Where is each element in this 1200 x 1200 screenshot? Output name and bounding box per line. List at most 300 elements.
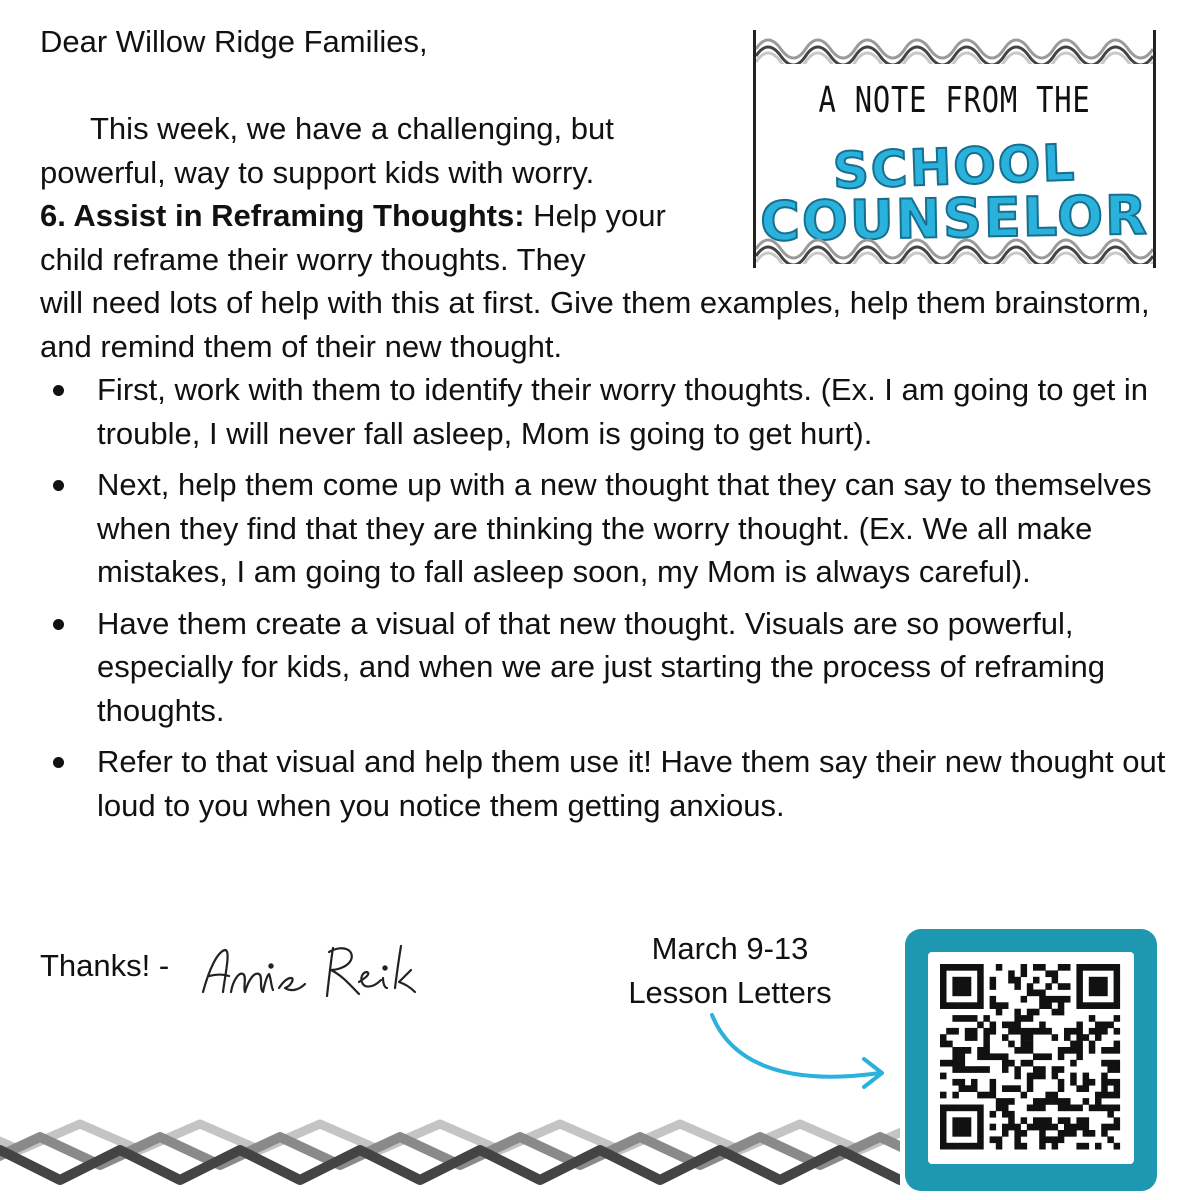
qr-module xyxy=(1095,964,1102,971)
qr-module xyxy=(996,1053,1003,1060)
qr-module xyxy=(940,1002,947,1009)
qr-module xyxy=(1002,1130,1009,1137)
qr-module xyxy=(1014,1022,1021,1029)
qr-module xyxy=(1089,983,1096,990)
qr-module xyxy=(977,1105,984,1112)
qr-module xyxy=(1008,1098,1015,1105)
tip-start-1: Help your xyxy=(524,198,666,233)
qr-module xyxy=(983,1041,990,1048)
qr-module xyxy=(1045,1028,1052,1035)
qr-module xyxy=(965,1124,972,1131)
qr-module xyxy=(977,1002,984,1009)
qr-module xyxy=(946,1060,953,1067)
qr-module xyxy=(1064,1034,1071,1041)
qr-module xyxy=(1114,996,1121,1003)
qr-module xyxy=(940,977,947,984)
qr-module xyxy=(1039,1105,1046,1112)
qr-module xyxy=(965,1002,972,1009)
qr-module xyxy=(1114,1066,1121,1073)
qr-module xyxy=(1101,1073,1108,1080)
qr-module xyxy=(1039,1066,1046,1073)
qr-module xyxy=(1039,964,1046,971)
qr-module xyxy=(983,1092,990,1099)
list-item xyxy=(40,740,1170,827)
qr-module xyxy=(1083,1143,1090,1150)
qr-module xyxy=(1058,1136,1065,1143)
qr-module xyxy=(1064,1047,1071,1054)
caption-label: Lesson Letters xyxy=(628,975,832,1010)
qr-module xyxy=(1114,1047,1121,1054)
qr-module xyxy=(1045,1117,1052,1124)
qr-module xyxy=(1008,977,1015,984)
qr-module xyxy=(940,1034,947,1041)
qr-module xyxy=(1107,1092,1114,1099)
qr-module xyxy=(940,1060,947,1067)
qr-module xyxy=(1033,1009,1040,1016)
bullet-dot-icon xyxy=(53,619,64,630)
qr-module xyxy=(1045,1136,1052,1143)
qr-module xyxy=(971,1034,978,1041)
qr-module xyxy=(1008,1041,1015,1048)
qr-module xyxy=(1076,1117,1083,1124)
qr-module xyxy=(1033,990,1040,997)
qr-module xyxy=(977,983,984,990)
qr-module xyxy=(940,996,947,1003)
qr-module xyxy=(959,1143,966,1150)
qr-module xyxy=(1101,990,1108,997)
qr-module xyxy=(1101,1002,1108,1009)
qr-module xyxy=(959,1002,966,1009)
qr-module xyxy=(1070,1041,1077,1048)
qr-module xyxy=(1014,1085,1021,1092)
qr-module xyxy=(959,1066,966,1073)
qr-module xyxy=(1002,1066,1009,1073)
badge-title-line2: SCHOOL xyxy=(831,133,1078,201)
qr-module xyxy=(1052,1073,1059,1080)
qr-module xyxy=(1083,964,1090,971)
qr-module xyxy=(1101,1124,1108,1131)
qr-module xyxy=(1095,983,1102,990)
qr-module xyxy=(952,1060,959,1067)
qr-module xyxy=(1039,1098,1046,1105)
qr-code-frame[interactable] xyxy=(905,929,1157,1191)
qr-module xyxy=(1089,1002,1096,1009)
qr-module xyxy=(1021,970,1028,977)
qr-module xyxy=(1052,996,1059,1003)
qr-module xyxy=(971,1085,978,1092)
qr-module xyxy=(977,1130,984,1137)
qr-module xyxy=(1076,977,1083,984)
qr-module xyxy=(990,1002,997,1009)
qr-module xyxy=(1070,1105,1077,1112)
qr-module xyxy=(1039,1073,1046,1080)
qr-module xyxy=(1101,1028,1108,1035)
qr-module xyxy=(1083,1124,1090,1131)
qr-module xyxy=(1033,1028,1040,1035)
qr-module xyxy=(952,1047,959,1054)
qr-module xyxy=(940,970,947,977)
qr-module xyxy=(1052,1136,1059,1143)
qr-module xyxy=(1052,1009,1059,1016)
qr-module xyxy=(1101,1085,1108,1092)
qr-module xyxy=(1101,1130,1108,1137)
qr-module xyxy=(1033,1117,1040,1124)
qr-module xyxy=(996,964,1003,971)
qr-module xyxy=(971,1079,978,1086)
qr-module xyxy=(965,1028,972,1035)
qr-module xyxy=(1114,1124,1121,1131)
qr-module xyxy=(1083,1073,1090,1080)
list-item xyxy=(40,368,1170,455)
qr-module xyxy=(1058,1105,1065,1112)
qr-module xyxy=(1021,964,1028,971)
qr-module xyxy=(1089,1079,1096,1086)
qr-module xyxy=(1114,1015,1121,1022)
qr-module xyxy=(1033,1073,1040,1080)
qr-module xyxy=(971,1015,978,1022)
qr-module xyxy=(940,1124,947,1131)
qr-module xyxy=(940,964,947,971)
qr-module xyxy=(1076,990,1083,997)
qr-module xyxy=(959,1117,966,1124)
qr-module xyxy=(1114,1028,1121,1035)
qr-module xyxy=(996,1002,1003,1009)
qr-module xyxy=(1076,1124,1083,1131)
qr-module xyxy=(1021,1034,1028,1041)
qr-module xyxy=(1021,1117,1028,1124)
qr-module xyxy=(1064,996,1071,1003)
list-item xyxy=(40,602,1170,733)
qr-module xyxy=(1058,1066,1065,1073)
badge-bottom-wave-icon xyxy=(756,234,1153,264)
qr-module xyxy=(1083,1130,1090,1137)
qr-module xyxy=(971,1028,978,1035)
qr-module xyxy=(1114,990,1121,997)
qr-module xyxy=(1089,1105,1096,1112)
qr-module xyxy=(1027,1060,1034,1067)
qr-module xyxy=(952,964,959,971)
qr-module xyxy=(977,1022,984,1029)
qr-module xyxy=(1002,1111,1009,1118)
qr-module xyxy=(1107,1124,1114,1131)
qr-module xyxy=(1107,1022,1114,1029)
qr-module xyxy=(1027,1105,1034,1112)
qr-module xyxy=(1014,977,1021,984)
counselor-badge xyxy=(753,30,1156,268)
qr-module xyxy=(946,1143,953,1150)
qr-module xyxy=(1064,1124,1071,1131)
qr-module xyxy=(1014,1124,1021,1131)
bullet-text: Refer to that visual and help them use it! Have them say their new thought out loud to you when you notice them getting anxious. xyxy=(97,744,1166,823)
qr-module xyxy=(1033,964,1040,971)
wave-line xyxy=(0,1150,900,1180)
qr-module xyxy=(971,1143,978,1150)
qr-module xyxy=(959,1015,966,1022)
qr-module xyxy=(1095,1034,1102,1041)
qr-module xyxy=(977,1124,984,1131)
qr-module xyxy=(1052,1143,1059,1150)
qr-module xyxy=(940,1073,947,1080)
qr-module xyxy=(1101,964,1108,971)
qr-module xyxy=(1039,1022,1046,1029)
qr-module xyxy=(1058,1098,1065,1105)
qr-module xyxy=(990,1022,997,1029)
caption-date: March 9-13 xyxy=(651,931,809,966)
qr-module xyxy=(952,1117,959,1124)
qr-module xyxy=(983,1066,990,1073)
qr-module xyxy=(1045,1092,1052,1099)
qr-module xyxy=(1095,1143,1102,1150)
qr-module xyxy=(1114,1092,1121,1099)
qr-module xyxy=(971,964,978,971)
qr-module xyxy=(1114,1002,1121,1009)
qr-module xyxy=(977,1092,984,1099)
qr-module xyxy=(990,1111,997,1118)
list-item xyxy=(40,463,1170,594)
qr-module xyxy=(1114,964,1121,971)
qr-module xyxy=(1089,1028,1096,1035)
qr-module xyxy=(1076,1034,1083,1041)
qr-module xyxy=(1002,1060,1009,1067)
tip-continued: will need lots of help with this at first. Give them examples, help them brainstorm, and remind them of their new thought. xyxy=(40,285,1150,364)
qr-module xyxy=(1008,1060,1015,1067)
qr-module xyxy=(940,1111,947,1118)
qr-module xyxy=(1107,964,1114,971)
signoff: Thanks! - xyxy=(40,948,170,983)
qr-module xyxy=(977,970,984,977)
qr-module xyxy=(983,1034,990,1041)
qr-module xyxy=(952,1028,959,1035)
qr-module xyxy=(1039,1130,1046,1137)
qr-module xyxy=(1083,1079,1090,1086)
qr-module xyxy=(990,983,997,990)
qr-module xyxy=(965,1130,972,1137)
qr-module xyxy=(977,1117,984,1124)
qr-module xyxy=(977,977,984,984)
qr-module xyxy=(1076,970,1083,977)
qr-module xyxy=(1014,1143,1021,1150)
qr-module xyxy=(1114,1085,1121,1092)
qr-module xyxy=(959,1130,966,1137)
qr-module xyxy=(1070,1060,1077,1067)
qr-module xyxy=(1083,1002,1090,1009)
qr-module xyxy=(983,1047,990,1054)
qr-module xyxy=(1021,1047,1028,1054)
qr-module xyxy=(1033,977,1040,984)
qr-module xyxy=(1114,970,1121,977)
qr-module xyxy=(1095,1022,1102,1029)
qr-module xyxy=(1021,1015,1028,1022)
qr-module xyxy=(1058,1053,1065,1060)
qr-module xyxy=(1095,977,1102,984)
qr-module xyxy=(1033,1066,1040,1073)
qr-module xyxy=(1039,996,1046,1003)
qr-module xyxy=(965,1047,972,1054)
qr-module xyxy=(1039,1002,1046,1009)
qr-module xyxy=(959,1105,966,1112)
qr-module xyxy=(1052,1092,1059,1099)
qr-module xyxy=(1008,1124,1015,1131)
qr-module xyxy=(1101,1079,1108,1086)
qr-module xyxy=(1107,1047,1114,1054)
qr-module xyxy=(1114,1143,1121,1150)
qr-module xyxy=(1027,1028,1034,1035)
qr-module xyxy=(946,1028,953,1035)
qr-module xyxy=(1058,1117,1065,1124)
qr-module xyxy=(977,964,984,971)
qr-module xyxy=(971,1066,978,1073)
qr-module xyxy=(1114,1079,1121,1086)
qr-module xyxy=(1089,977,1096,984)
qr-module xyxy=(959,990,966,997)
qr-module xyxy=(1076,1028,1083,1035)
letter-intro xyxy=(40,107,730,281)
qr-module xyxy=(940,1117,947,1124)
qr-module xyxy=(1002,1098,1009,1105)
qr-module xyxy=(1070,1124,1077,1131)
qr-code-background xyxy=(928,952,1134,1164)
qr-module xyxy=(1107,1066,1114,1073)
qr-module xyxy=(1058,1002,1065,1009)
qr-module xyxy=(1021,996,1028,1003)
qr-module xyxy=(977,1143,984,1150)
bullet-text: Have them create a visual of that new thought. Visuals are so powerful, especially for kids, and when we are just starting the process of reframing thoughts. xyxy=(97,605,1105,728)
qr-module xyxy=(952,990,959,997)
qr-module xyxy=(996,1009,1003,1016)
qr-module xyxy=(1076,1002,1083,1009)
qr-module xyxy=(1027,1009,1034,1016)
tip-heading-line xyxy=(40,194,730,238)
qr-module xyxy=(940,983,947,990)
qr-module xyxy=(1114,1060,1121,1067)
qr-module xyxy=(1107,1105,1114,1112)
qr-module xyxy=(1052,1124,1059,1131)
qr-module xyxy=(1107,1060,1114,1067)
badge-title-line3: COUNSELOR xyxy=(759,183,1150,254)
qr-module xyxy=(959,1085,966,1092)
qr-module xyxy=(1076,1022,1083,1029)
qr-module xyxy=(1039,1028,1046,1035)
qr-module xyxy=(977,1136,984,1143)
qr-module xyxy=(952,1002,959,1009)
qr-module xyxy=(1064,1117,1071,1124)
intro-line-2: powerful, way to support kids with worry. xyxy=(40,154,595,190)
qr-module xyxy=(1002,1085,1009,1092)
qr-module xyxy=(952,983,959,990)
qr-module xyxy=(1083,1085,1090,1092)
bullet-dot-icon xyxy=(53,480,64,491)
qr-module xyxy=(990,1079,997,1086)
qr-module xyxy=(1101,977,1108,984)
qr-module xyxy=(965,964,972,971)
qr-module xyxy=(959,1047,966,1054)
qr-module xyxy=(940,1092,947,1099)
qr-module xyxy=(1002,1124,1009,1131)
qr-module xyxy=(1052,1066,1059,1073)
qr-module xyxy=(1008,1117,1015,1124)
qr-module xyxy=(1076,983,1083,990)
qr-module xyxy=(1008,1022,1015,1029)
qr-module xyxy=(990,996,997,1003)
qr-module xyxy=(1076,1041,1083,1048)
qr-module xyxy=(1107,1079,1114,1086)
qr-module xyxy=(965,1085,972,1092)
bullet-dot-icon xyxy=(53,385,64,396)
qr-module xyxy=(1101,983,1108,990)
qr-module xyxy=(983,1015,990,1022)
qr-module xyxy=(1027,1015,1034,1022)
qr-module xyxy=(1089,990,1096,997)
qr-module xyxy=(965,1066,972,1073)
qr-module xyxy=(1052,1034,1059,1041)
qr-module xyxy=(1039,990,1046,997)
qr-module xyxy=(940,1105,947,1112)
qr-module xyxy=(1045,1098,1052,1105)
qr-module xyxy=(1052,977,1059,984)
qr-module xyxy=(1045,983,1052,990)
qr-module xyxy=(1002,1002,1009,1009)
qr-module xyxy=(1008,1085,1015,1092)
qr-module xyxy=(1089,1041,1096,1048)
qr-module xyxy=(1076,1047,1083,1054)
qr-module xyxy=(1058,1009,1065,1016)
qr-module xyxy=(1008,970,1015,977)
qr-module xyxy=(1045,970,1052,977)
qr-module xyxy=(983,1053,990,1060)
qr-module xyxy=(940,1143,947,1150)
qr-module xyxy=(1095,1002,1102,1009)
qr-module xyxy=(959,1060,966,1067)
qr-module xyxy=(1058,1079,1065,1086)
qr-code-icon[interactable] xyxy=(940,964,1122,1152)
qr-module xyxy=(1076,996,1083,1003)
qr-module xyxy=(1114,983,1121,990)
qr-module xyxy=(996,1098,1003,1105)
qr-module xyxy=(1107,1111,1114,1118)
qr-module xyxy=(952,1130,959,1137)
qr-module xyxy=(1014,983,1021,990)
qr-module xyxy=(1014,1028,1021,1035)
qr-module xyxy=(946,1002,953,1009)
qr-module xyxy=(1058,983,1065,990)
qr-module xyxy=(1033,1105,1040,1112)
tip-start-2: child reframe their worry thoughts. They xyxy=(40,241,586,277)
qr-module xyxy=(952,977,959,984)
qr-module xyxy=(977,990,984,997)
qr-module xyxy=(1014,1009,1021,1016)
signature-icon xyxy=(195,930,435,1010)
qr-module xyxy=(952,1092,959,1099)
qr-module xyxy=(1033,1053,1040,1060)
qr-module xyxy=(1114,1105,1121,1112)
qr-module xyxy=(1058,1085,1065,1092)
qr-module xyxy=(1070,1130,1077,1137)
qr-module xyxy=(965,1034,972,1041)
qr-module xyxy=(1039,1136,1046,1143)
qr-module xyxy=(977,996,984,1003)
qr-module xyxy=(1045,1053,1052,1060)
qr-module xyxy=(1002,1022,1009,1029)
qr-module xyxy=(1101,1105,1108,1112)
qr-module xyxy=(946,964,953,971)
qr-module xyxy=(1095,1098,1102,1105)
qr-module xyxy=(990,1124,997,1131)
qr-module xyxy=(977,1111,984,1118)
qr-module xyxy=(959,983,966,990)
qr-module xyxy=(1021,1028,1028,1035)
qr-module xyxy=(1033,1098,1040,1105)
qr-module xyxy=(1064,1098,1071,1105)
